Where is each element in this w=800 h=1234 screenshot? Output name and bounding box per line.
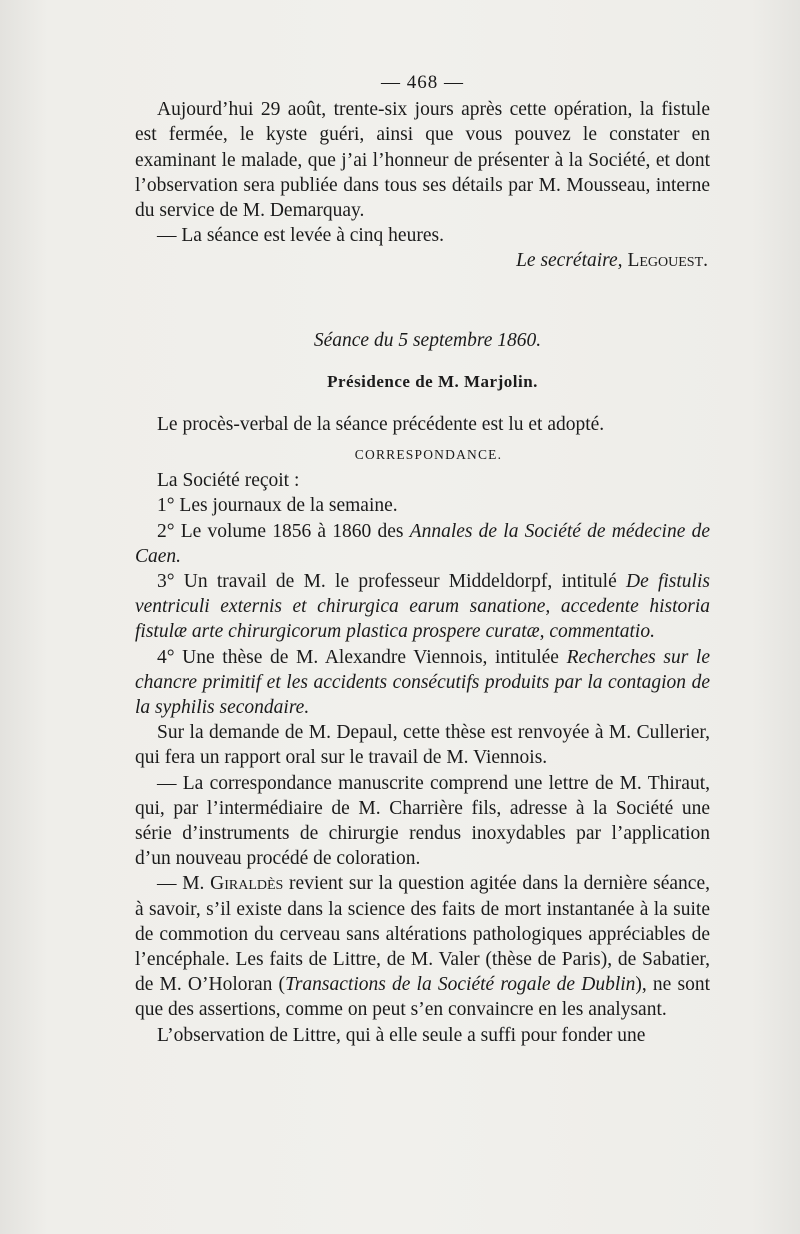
correspondance-heading: CORRESPONDANCE. bbox=[354, 447, 503, 463]
signature-name: Legouest. bbox=[627, 250, 708, 272]
paragraph-fistule: Aujourd’hui 29 août, trente-six jours après cette opération, la fistule est fermée, le kyste guéri, ainsi que vous pouvez le constater en examinant le malade, que j’ai l’honneur de présenter à la Société, et dont l’observation sera publiée dans tous ses détails par M. Mousseau, interne du service de M. Demarquay. bbox=[135, 99, 710, 221]
text-block bbox=[135, 70, 710, 1048]
presidence-heading: Présidence de M. Marjolin. bbox=[327, 371, 538, 391]
giraldes-transactions-title: Transactions de la Société rogale de Dublin bbox=[285, 974, 636, 996]
item-viennois-text: 4° Une thèse de M. Alexandre Viennois, intitulée bbox=[157, 646, 567, 668]
paragraph-seance-levee: — La séance est levée à cinq heures. bbox=[157, 225, 444, 247]
paragraph-thiraut: — La correspondance manuscrite comprend une lettre de M. Thiraut, qui, par l’intermédiaire de M. Charrière fils, adresse à la Société une série d’instruments de chirurgie rendus inoxydables par l’application d’un nouveau procédé de coloration. bbox=[135, 772, 710, 870]
item-middeldorpf-title: De fistulis ventriculi externis et chirurgica earum sanatione, accedente historia fistulæ arte chirurgicorum plastica prospere curatæ, commentatio. bbox=[135, 571, 710, 643]
signature bbox=[135, 248, 710, 273]
signature-role: Le secrétaire, bbox=[516, 250, 623, 272]
session-title: Séance du 5 septembre 1860. bbox=[313, 329, 542, 351]
list-item-journaux: 1° Les journaux de la semaine. bbox=[157, 495, 398, 517]
list-item-viennois bbox=[135, 645, 710, 721]
paragraph-giraldes bbox=[135, 871, 710, 1022]
item-annales-text: 2° Le volume 1856 à 1860 des bbox=[157, 520, 410, 542]
giraldes-dash: — bbox=[157, 873, 183, 895]
giraldes-text-b: ), ne sont que des assertions, comme on peut s’en convaincre en les analysant. bbox=[135, 974, 710, 1021]
giraldes-text-a: revient sur la question agitée dans la dernière séance, à savoir, s’il existe dans la science des faits de mort instantanée à la suite de commotion du cerveau sans altérations pathologiques appréciables de l’encéphale. Les faits de Littre, de M. Valer (thèse de Paris), de Sabatier, de M. O’Holoran ( bbox=[135, 873, 710, 996]
paragraph-societe-recoit: La Société reçoit : bbox=[157, 470, 300, 492]
list-item-middeldorpf bbox=[135, 569, 710, 645]
item-viennois-title: Recherches sur le chancre primitif et les accidents consécutifs produits par la contagion de la syphilis secondaire. bbox=[135, 646, 711, 719]
list-item-annales bbox=[135, 519, 710, 569]
paragraph-depaul: Sur la demande de M. Depaul, cette thèse est renvoyée à M. Cullerier, qui fera un rapport oral sur le travail de M. Viennois. bbox=[135, 722, 710, 769]
giraldes-speaker: M. Giraldès bbox=[182, 873, 284, 895]
paragraph-proces-verbal: Le procès-verbal de la séance précédente est lu et adopté. bbox=[157, 413, 605, 435]
item-annales-title: Annales de la Société de médecine de Caen. bbox=[135, 520, 710, 567]
page-number: — 468 — bbox=[381, 72, 464, 93]
item-middeldorpf-text: 3° Un travail de M. le professeur Middeldorpf, intitulé bbox=[157, 571, 626, 592]
paragraph-littre: L’observation de Littre, qui à elle seule a suffi pour fonder une bbox=[157, 1024, 646, 1046]
